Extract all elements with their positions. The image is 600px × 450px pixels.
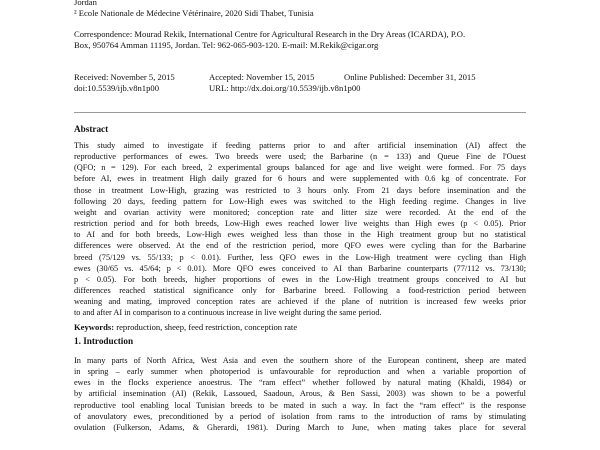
intro-line: ovulation (Fulkerson, Adams, & Gherardi, 1981). During March to June, when mating takes place for several [74,422,526,432]
introduction-body [74,355,526,433]
correspondence-line: Correspondence: Mourad Rekik, International Centre for Agricultural Research in the Dry Areas (ICARDA), P.O. [74,29,466,39]
abstract-line: those in treatment Low-High, grazing was restricted to 3 hours only. From 21 days before insemination and the [74,185,526,195]
abstract-line: restriction period and for both breeds, Low-High ewes reached lower live weights than High ewes (p < 0.05). Prior [74,219,526,229]
affiliations [74,0,526,19]
accepted-date: Accepted: November 15, 2015 [209,72,315,82]
abstract-line: differences were observed. At the end of the restriction period, more QFO ewes were cycling than for the Barbarine [74,241,526,251]
abstract-line: (QFO; n = 129). For each breed, 2 experimental groups balanced for age and live weight were formed. For 75 days [74,163,526,173]
keywords-text: reproduction, sheep, feed restriction, conception rate [114,322,298,332]
abstract-line: breed (75/129 vs. 55/133; p < 0.01). Further, less QFO ewes in the Low-High treatment were cycling than High [74,252,526,262]
abstract-heading: Abstract [74,124,109,134]
affiliation-line: ² Ecole Nationale de Médecine Vétérinaire, 2020 Sidi Thabet, Tunisia [74,8,314,19]
article-url[interactable]: URL: http://dx.doi.org/10.5539/ijb.v8n1p00 [209,83,361,94]
correspondence [74,29,526,51]
keywords-label: Keywords: [74,322,115,332]
abstract-line: This study aimed to investigate if feeding patterns prior to and after artificial insemination (AI) affect the [74,141,526,150]
intro-line: of anovulatory ewes, preconditioned by a period of isolation from rams to the introduction of rams by stimulating [74,411,526,421]
intro-line: in spring – early summer when photoperiod is unfavourable for reproduction and when a variable proportion of [74,367,526,377]
intro-line: ewes in the flocks experience anoestrus. The “ram effect” whether followed by natural mating (Khaldi, 1984) or [74,378,526,388]
intro-line: In many parts of North Africa, West Asia and even the southern shore of the European continent, sheep are mated [74,356,526,365]
published-date: Online Published: December 31, 2015 [344,72,476,82]
keywords [74,322,526,333]
abstract-line: to and after AI in comparison to a continuous increase in live weight during the same period. [74,308,382,318]
correspondence-line: Box, 950764 Amman 11195, Jordan. Tel: 962-065-903-120. E-mail: M.Rekik@cigar.org [74,40,379,51]
abstract-body [74,140,526,319]
abstract-line: differences reached statistical significance only for Barbarine breed. Following a food-restriction period between [74,286,526,296]
abstract-line: reproductive performances of ewes. Two breeds were used; the Barbarine (n = 133) and Queue Fine de l'Ouest [74,152,526,162]
received-date: Received: November 5, 2015 [74,72,175,82]
doi-row [74,83,526,94]
abstract-line: weaning and mating, improved conception rates are achieved if the plane of nutrition is increased few weeks prior [74,297,526,307]
introduction-heading: 1. Introduction [74,336,134,346]
dates-row [74,72,526,83]
doi: doi:10.5539/ijb.v8n1p00 [74,83,159,94]
abstract-line: to AI and for both breeds, Low-High ewes weighed less than those in the High treatment group but no statistical [74,230,526,240]
publication-dates [74,72,526,94]
abstract-line: p < 0.05). For both breeds, higher proportions of ewes in the Low-High treatment groups conceived to AI but [74,274,526,284]
abstract-line: following 20 days, feeding pattern for Low-High ewes was switched to the High feeding regime. Changes in live [74,196,526,206]
intro-line: reproductive tool enabling local Tunisian breeds to be mated in such a way. In fact the “ram effect” is the response [74,400,526,410]
divider [74,112,526,113]
abstract-line: weight and ovarian activity were monitored; conception rate and litter size were recorded. At the end of the [74,207,526,217]
abstract-line: before AI, ewes in treatment High daily grazed for 6 hours and were supplemented with 0.6 kg of concentrate. For [74,174,526,184]
intro-line: by artificial insemination (AI) (Rekik, Lassoued, Saadoun, Arous, & Ben Sassi, 2003) was shown to be a powerful [74,389,526,399]
abstract-line: ewes (30/65 vs. 45/64; p < 0.01). More QFO ewes conceived to AI than Barbarine counterparts (77/112 vs. 73/130; [74,263,526,273]
affiliation-line: Jordan [74,0,97,7]
